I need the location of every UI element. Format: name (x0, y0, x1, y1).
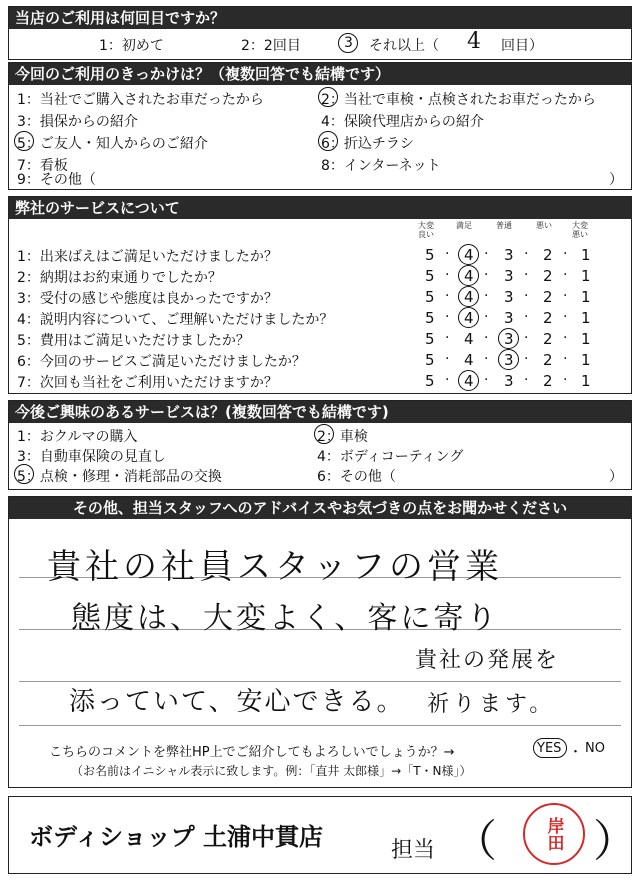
rating-separator: · (524, 246, 529, 262)
rating-question-5: 5：費用はご満足いただけましたか？ (17, 333, 250, 349)
rating-separator: · (563, 288, 568, 304)
tanto-label: 担当 (391, 838, 436, 863)
comment-line-2[interactable]: 態度は、大変よく、客に寄り (71, 601, 500, 636)
rating-q7-option-3[interactable]: 3 (504, 372, 514, 390)
rating-separator: · (563, 351, 568, 367)
comment-title: その他、担当スタッフへのアドバイスやお気づきの点をお聞かせください (9, 497, 631, 519)
comment-line-3-insert[interactable]: 貴社の発展を (415, 648, 560, 673)
rating-separator: · (445, 246, 450, 262)
rating-q2-selected-circle (458, 265, 479, 286)
rating-q1-option-5[interactable]: 5 (425, 246, 435, 264)
interest-item-2[interactable]: 2：車検 (317, 429, 368, 445)
rating-separator: · (484, 309, 489, 325)
rating-separator: · (524, 309, 529, 325)
interest-item-6-close: ） (609, 469, 623, 485)
rating-separator: · (484, 372, 489, 388)
interest-title: 今後ご興味のあるサービスは？(複数回答でも結構です) (9, 401, 631, 423)
rating-question-4: 4：説明内容について、ご理解いただけましたか？ (17, 312, 334, 328)
rating-q6-option-1[interactable]: 1 (581, 351, 591, 369)
hp-consent-question: こちらのコメントを弊社HP上でご紹介してもよろしいでしょうか？→ (49, 745, 455, 760)
service-rating-section (8, 196, 632, 394)
scale-header-4: 満足 (456, 221, 472, 230)
comment-section (8, 496, 632, 788)
rating-separator: · (445, 288, 450, 304)
scale-header-2: 悪い (536, 221, 552, 230)
rating-q6-option-5[interactable]: 5 (425, 351, 435, 369)
visit-count-section (8, 6, 632, 60)
rating-separator: · (484, 246, 489, 262)
rating-separator: · (524, 372, 529, 388)
rating-separator: · (524, 267, 529, 283)
comment-line-1[interactable]: 貴社の社員スタッフの営業 (47, 547, 503, 587)
rating-q7-option-1[interactable]: 1 (581, 372, 591, 390)
visit-option-3-number[interactable]: 3 (344, 35, 353, 51)
scale-header-3: 普通 (496, 221, 512, 230)
interest-item-6[interactable]: 6：その他（ (317, 469, 396, 485)
reason-item-2[interactable]: 2：当社で車検・点検されたお車だったから (321, 92, 596, 108)
rating-question-7: 7：次回も当社をご利用いただけますか？ (17, 375, 278, 391)
interest-section (8, 400, 632, 490)
rating-separator: · (445, 267, 450, 283)
rating-separator: · (445, 351, 450, 367)
rating-q6-option-2[interactable]: 2 (543, 351, 553, 369)
rating-q3-selected-circle (458, 286, 479, 307)
shop-name: ボディショップ 土浦中貫店 (29, 823, 323, 851)
rating-q4-option-3[interactable]: 3 (504, 309, 514, 327)
visit-count-title: 当店のご利用は何回目ですか？ (9, 7, 631, 29)
rating-q1-option-4[interactable]: 4 (464, 246, 474, 264)
reason-item-4[interactable]: 4：保険代理店からの紹介 (321, 114, 484, 130)
rating-q6-option-3[interactable]: 3 (504, 351, 514, 369)
service-rating-title: 弊社のサービスについて (9, 197, 631, 219)
visit-option-1[interactable]: 1：初めて (99, 38, 164, 54)
initials-note: （お名前はイニシャル表示に致します。例：「直井 太郎様」→「T・N様」） (71, 764, 472, 778)
rating-q1-option-2[interactable]: 2 (543, 246, 553, 264)
rating-q7-option-2[interactable]: 2 (543, 372, 553, 390)
reason-title: 今回のご利用のきっかけは？（複数回答でも結構です） (9, 63, 631, 85)
rating-separator: · (445, 330, 450, 346)
reason-item-6[interactable]: 6：折込チラシ (321, 136, 414, 152)
rating-q5-option-2[interactable]: 2 (543, 330, 553, 348)
rating-q7-selected-circle (458, 370, 479, 391)
rating-q3-option-2[interactable]: 2 (543, 288, 553, 306)
rating-separator: · (484, 267, 489, 283)
interest-item-3[interactable]: 3：自動車保険の見直し (17, 449, 166, 465)
rating-separator: · (445, 372, 450, 388)
comment-line-4[interactable]: 添っていて、安心できる。 (69, 687, 405, 717)
rating-question-2: 2：納期はお約束通りでしたか？ (17, 270, 222, 286)
rating-q2-option-4[interactable]: 4 (464, 267, 474, 285)
reason-item-9[interactable]: 9：その他（ (17, 172, 96, 188)
consent-yes-option[interactable]: YES (537, 741, 562, 756)
rating-separator: · (445, 309, 450, 325)
rating-q4-selected-circle (458, 307, 479, 328)
rating-q2-option-3[interactable]: 3 (504, 267, 514, 285)
rating-separator: · (563, 309, 568, 325)
rating-q3-option-1[interactable]: 1 (581, 288, 591, 306)
reason-item-1[interactable]: 1：当社でご購入されたお車だったから (17, 92, 264, 108)
rating-q4-option-2[interactable]: 2 (543, 309, 553, 327)
visit-option-2[interactable]: 2：2回目 (241, 38, 301, 54)
consent-no-option[interactable]: NO (585, 741, 605, 756)
rating-separator: · (484, 351, 489, 367)
rating-separator: · (563, 330, 568, 346)
rating-q1-option-3[interactable]: 3 (504, 246, 514, 264)
rating-q3-option-4[interactable]: 4 (464, 288, 474, 306)
rating-q7-option-5[interactable]: 5 (425, 372, 435, 390)
comment-line-4-end[interactable]: 祈ります。 (427, 692, 556, 717)
stamp-text: 岸田 (543, 817, 564, 851)
rating-q2-option-2[interactable]: 2 (543, 267, 553, 285)
rating-q5-selected-circle (498, 328, 519, 349)
interest-item-1[interactable]: 1：おクルマの購入 (17, 429, 138, 445)
reason-item-9-close: ） (609, 172, 623, 188)
rating-separator: · (524, 351, 529, 367)
scale-header-5: 大変良い (418, 221, 434, 239)
rating-q3-option-3[interactable]: 3 (504, 288, 514, 306)
rating-q5-option-3[interactable]: 3 (504, 330, 514, 348)
consent-separator: ・ (569, 745, 583, 760)
scale-header-1: 大変悪い (572, 221, 588, 239)
reason-item-3[interactable]: 3：損保からの紹介 (17, 114, 138, 130)
rating-q1-selected-circle (458, 244, 479, 265)
rating-q2-option-1[interactable]: 1 (581, 267, 591, 285)
rating-q2-option-5[interactable]: 5 (425, 267, 435, 285)
staff-stamp (523, 803, 585, 865)
rating-q6-option-4[interactable]: 4 (464, 351, 474, 369)
reason-item-8[interactable]: 8：インターネット (321, 158, 441, 174)
paren-open: （ (453, 816, 497, 867)
rating-q5-option-4[interactable]: 4 (464, 330, 474, 348)
interest-item-5[interactable]: 5：点検・修理・消耗部品の交換 (17, 469, 222, 485)
rating-q6-selected-circle (498, 349, 519, 370)
reason-item-7[interactable]: 7：看板 (17, 158, 68, 174)
rating-question-6: 6：今回のサービスご満足いただけましたか？ (17, 354, 306, 370)
visit-count-suffix: 回目） (501, 38, 543, 54)
interest-item-4[interactable]: 4：ボディコーティング (317, 449, 464, 465)
rating-q7-option-4[interactable]: 4 (464, 372, 474, 390)
paren-close: ） (593, 816, 637, 867)
reason-section (8, 62, 632, 190)
rating-q4-option-1[interactable]: 1 (581, 309, 591, 327)
rating-q1-option-1[interactable]: 1 (581, 246, 591, 264)
rating-separator: · (484, 330, 489, 346)
rating-q4-option-5[interactable]: 5 (425, 309, 435, 327)
rating-separator: · (563, 267, 568, 283)
rating-separator: · (484, 288, 489, 304)
rating-q4-option-4[interactable]: 4 (464, 309, 474, 327)
rating-q5-option-1[interactable]: 1 (581, 330, 591, 348)
rating-q5-option-5[interactable]: 5 (425, 330, 435, 348)
rating-question-3: 3：受付の感じや態度は良かったですか？ (17, 291, 278, 307)
reason-item-5[interactable]: 5：ご友人・知人からのご紹介 (17, 136, 208, 152)
rating-separator: · (524, 288, 529, 304)
visit-option-3-label: それ以上（ (369, 38, 439, 54)
footer-box (8, 796, 637, 874)
rating-separator: · (563, 372, 568, 388)
rating-separator: · (524, 330, 529, 346)
rating-question-1: 1：出来ばえはご満足いただけましたか？ (17, 249, 278, 265)
rating-separator: · (563, 246, 568, 262)
rating-q3-option-5[interactable]: 5 (425, 288, 435, 306)
visit-count-handwritten[interactable]: 4 (467, 29, 481, 54)
